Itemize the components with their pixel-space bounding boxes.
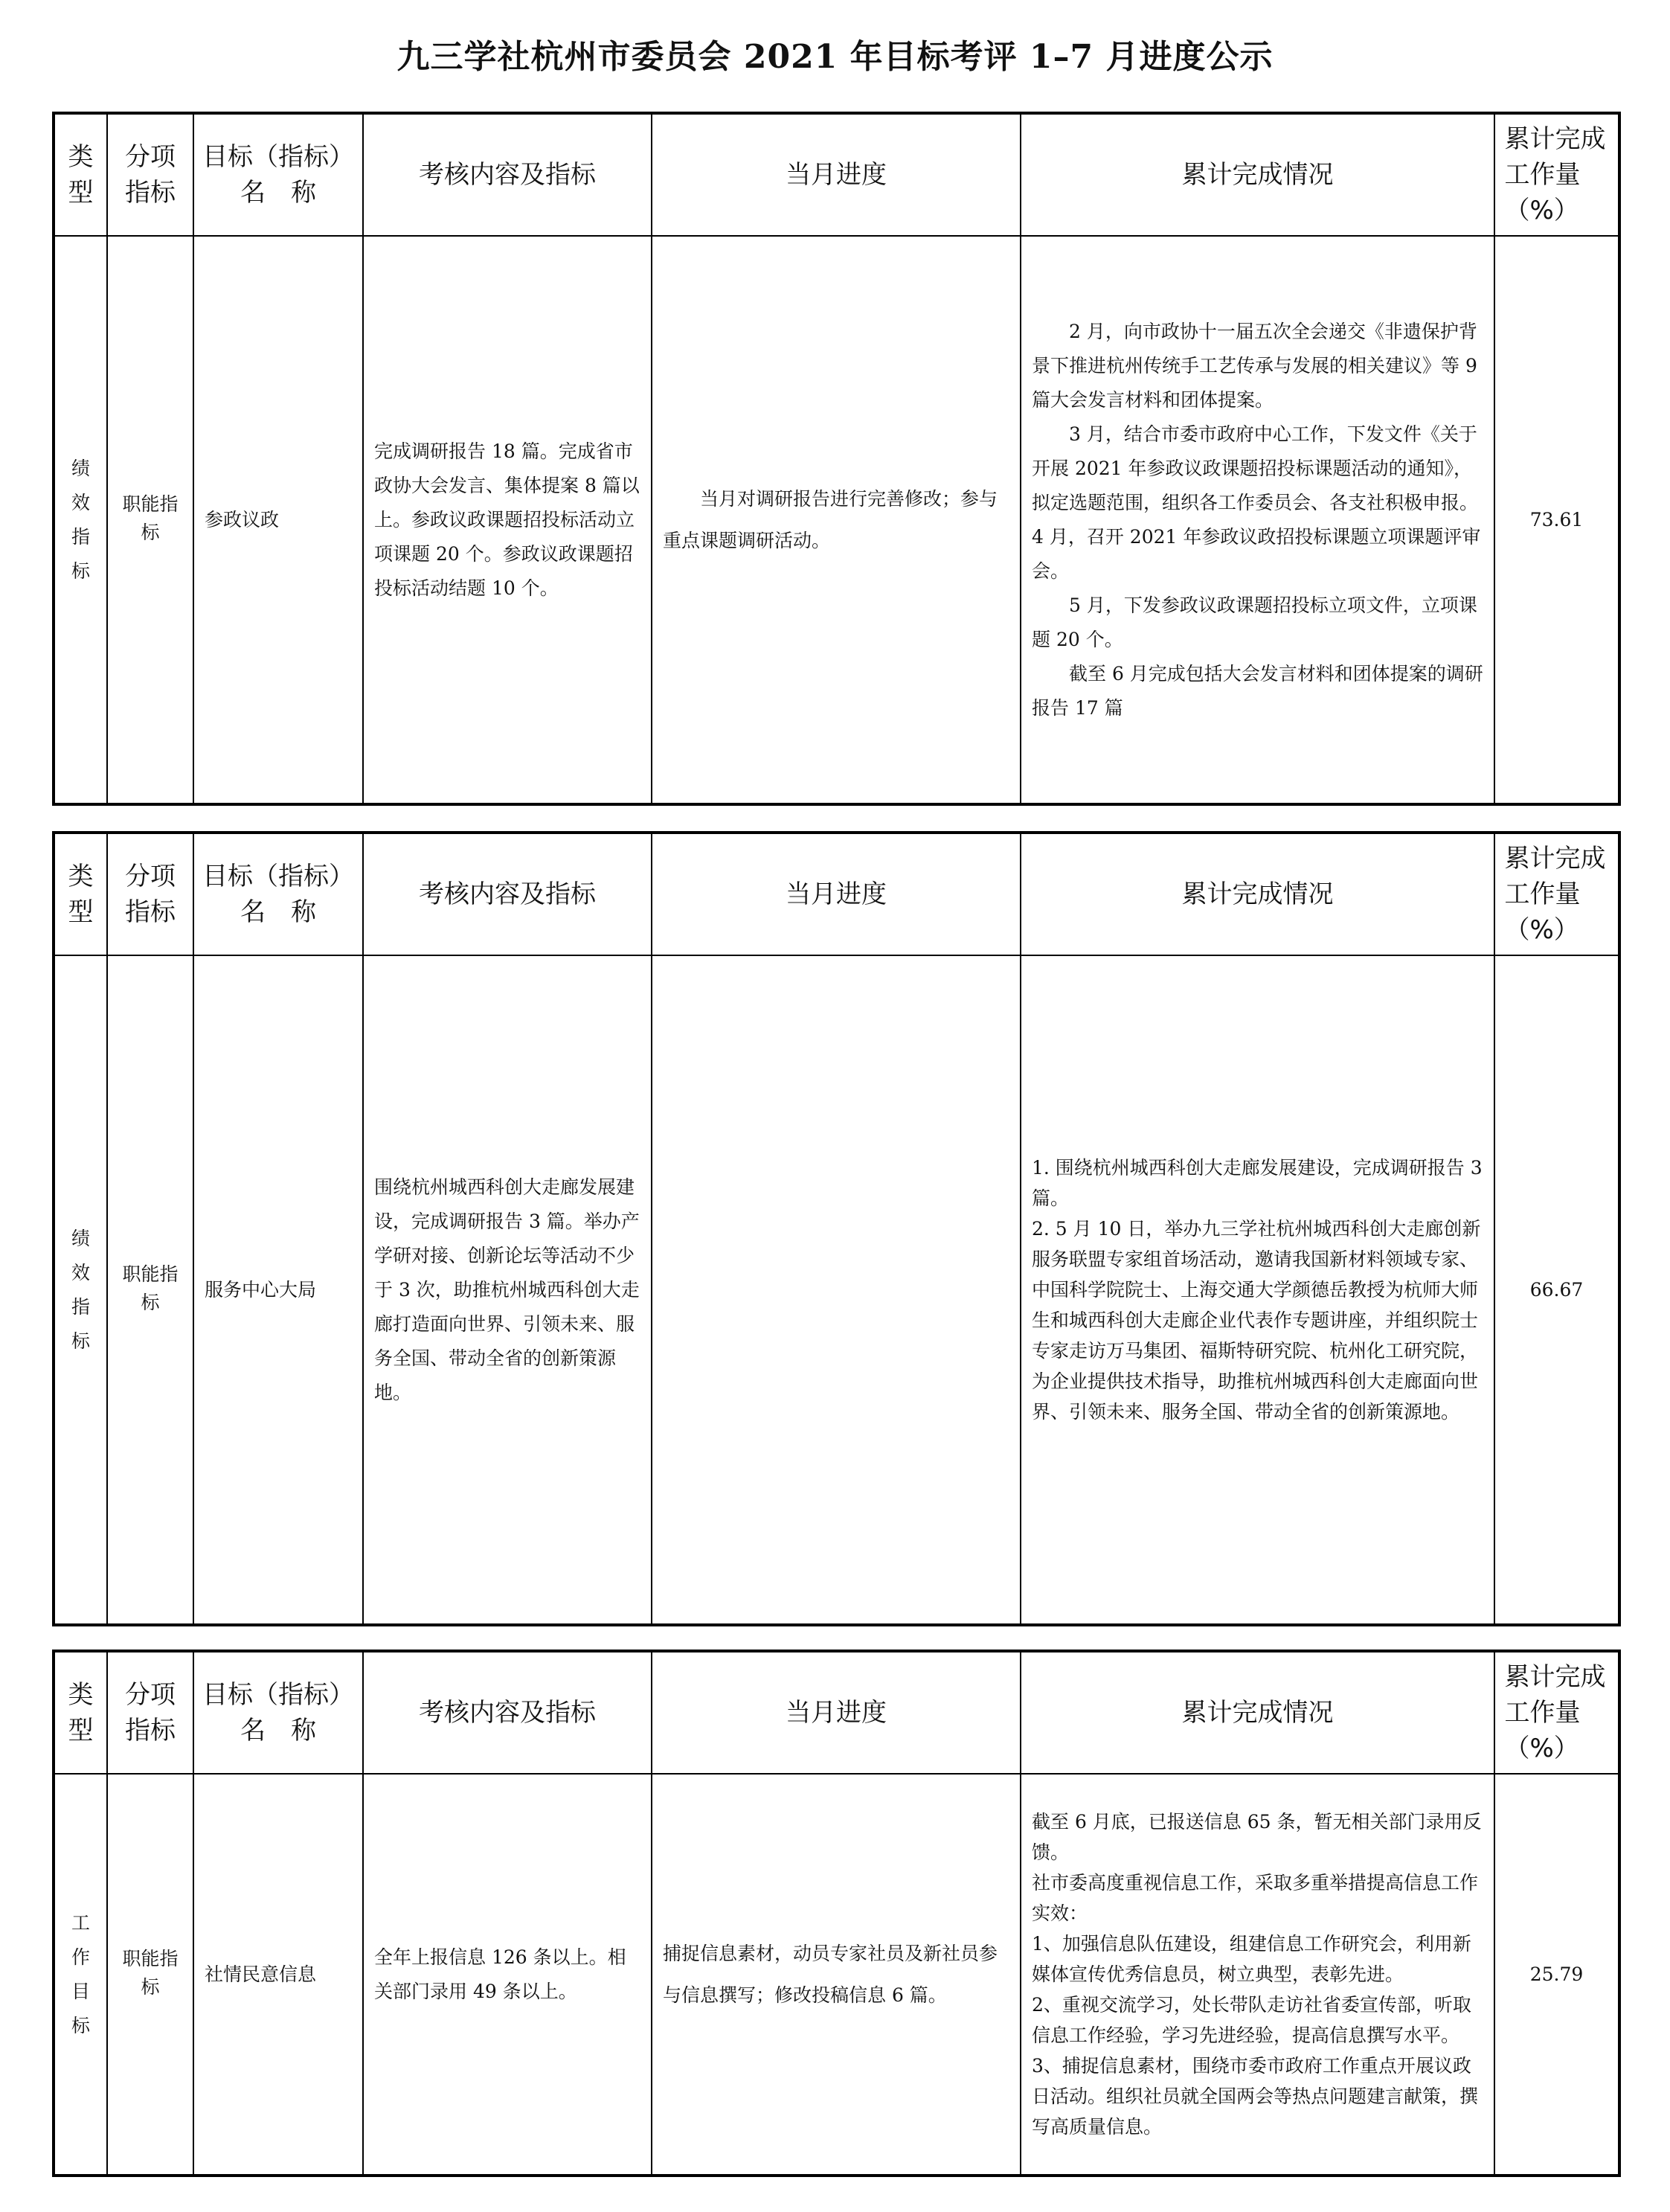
- header-type: 类型: [68, 1680, 94, 1745]
- cumulative-cell: [1021, 1774, 1494, 2176]
- header-content: 考核内容及指标: [363, 113, 652, 236]
- table-header-row: [54, 113, 1619, 236]
- header-content: 考核内容及指标: [363, 833, 652, 955]
- header-target-name: 目标（指标）名 称: [202, 142, 354, 208]
- cumulative-paragraph: 1. 围绕杭州城西科创大走廊发展建设，完成调研报告 3 篇。: [1032, 1157, 1483, 1209]
- content-cell: 围绕杭州城西科创大走廊发展建设，完成调研报告 3 篇。举办产学研对接、创新论坛等活动不少于 3 次，助推杭州城西科创大走廊打造面向世界、引领未来、服务全国、带动全省的创新策源地。: [363, 955, 652, 1625]
- table-row: [54, 955, 1619, 1625]
- header-month-progress: 当月进度: [652, 1651, 1021, 1774]
- header-percent: 累计完成工作量（%）: [1504, 124, 1606, 225]
- header-sub-indicator: 分项指标: [125, 862, 176, 927]
- header-month-progress: 当月进度: [652, 113, 1021, 236]
- target-name-cell: 社情民意信息: [193, 1774, 363, 2176]
- sub-indicator-cell: 职能指标: [122, 1263, 179, 1313]
- table-row: [54, 236, 1619, 804]
- header-sub-indicator: 分项指标: [125, 142, 176, 208]
- header-target-name: 目标（指标）名 称: [202, 862, 354, 927]
- header-month-progress: 当月进度: [652, 833, 1021, 955]
- percent-cell: 66.67: [1494, 955, 1619, 1625]
- table-header-row: [54, 833, 1619, 955]
- cumulative-cell: [1021, 955, 1494, 1625]
- cumulative-paragraph: 截至 6 月完成包括大会发言材料和团体提案的调研报告 17 篇: [1032, 662, 1483, 719]
- month-progress-cell: 捕捉信息素材，动员专家社员及新社员参与信息撰写；修改投稿信息 6 篇。: [652, 1774, 1021, 2176]
- cumulative-paragraph: 社市委高度重视信息工作，采取多重举措提高信息工作实效：: [1032, 1872, 1479, 1924]
- table-header-row: [54, 1651, 1619, 1774]
- header-cumulative: 累计完成情况: [1021, 113, 1494, 236]
- cumulative-paragraph: 2 月，向市政协十一届五次全会递交《非遗保护背景下推进杭州传统手工艺传承与发展的相关建议》等 9 篇大会发言材料和团体提案。: [1032, 320, 1477, 411]
- target-name-cell: 参政议政: [193, 236, 363, 804]
- header-content: 考核内容及指标: [363, 1651, 652, 1774]
- cumulative-paragraph: 5 月，下发参政议政课题招投标立项文件，立项课题 20 个。: [1032, 594, 1477, 650]
- month-progress-cell: [652, 955, 1021, 1625]
- header-percent: 累计完成工作量（%）: [1504, 1662, 1606, 1763]
- type-cell: 工作目标: [71, 1911, 90, 2036]
- header-sub-indicator: 分项指标: [125, 1680, 176, 1745]
- cumulative-paragraph: 3、捕捉信息素材，围绕市委市政府工作重点开展议政日活动。组织社员就全国两会等热点问题建言献策，撰写高质量信息。: [1032, 2055, 1479, 2138]
- percent-cell: 25.79: [1494, 1774, 1619, 2176]
- cumulative-paragraph: 3 月，结合市委市政府中心工作，下发文件《关于开展 2021 年参政议政课题招投标课题活动的通知》，拟定选题范围，组织各工作委员会、各支社积极申报。4 月，召开 2021 年参政议政招投标课题立项课题评审会。: [1032, 423, 1481, 582]
- content-cell: 完成调研报告 18 篇。完成省市政协大会发言、集体提案 8 篇以上。参政议政课题招投标活动立项课题 20 个。参政议政课题招投标活动结题 10 个。: [363, 236, 652, 804]
- cumulative-paragraph: 1、加强信息队伍建设，组建信息工作研究会，利用新媒体宣传优秀信息员，树立典型，表彰先进。: [1032, 1933, 1471, 1985]
- progress-table-2: [52, 831, 1621, 1626]
- percent-cell: 73.61: [1494, 236, 1619, 804]
- progress-table-1: [52, 112, 1621, 806]
- header-cumulative: 累计完成情况: [1021, 833, 1494, 955]
- sub-indicator-cell: 职能指标: [122, 493, 179, 543]
- cumulative-paragraph: 2. 5 月 10 日，举办九三学社杭州城西科创大走廊创新服务联盟专家组首场活动，邀请我国新材料领域专家、中国科学院院士、上海交通大学颜德岳教授为杭师大师生和城西科创大走廊企业代表作专题讲座，并组织院士专家走访万马集团、福斯特研究院、杭州化工研究院，为企业提供技术指导，助推杭州城西科创大走廊面向世界、引领未来、服务全国、带动全省的创新策源地。: [1032, 1218, 1481, 1423]
- month-progress-text: 当月对调研报告进行完善修改；参与重点课题调研活动。: [663, 487, 998, 551]
- header-type: 类型: [68, 142, 94, 208]
- cumulative-paragraph: 2、重视交流学习，处长带队走访社省委宣传部，听取信息工作经验，学习先进经验，提高信息撰写水平。: [1032, 1994, 1471, 2046]
- header-percent: 累计完成工作量（%）: [1504, 844, 1606, 945]
- content-cell: 全年上报信息 126 条以上。相关部门录用 49 条以上。: [363, 1774, 652, 2176]
- target-name-cell: 服务中心大局: [193, 955, 363, 1625]
- header-cumulative: 累计完成情况: [1021, 1651, 1494, 1774]
- cumulative-cell: [1021, 236, 1494, 804]
- page-title: 九三学社杭州市委员会 2021 年目标考评 1–7 月进度公示: [396, 38, 1274, 76]
- cumulative-paragraph: 截至 6 月底，已报送信息 65 条，暂无相关部门录用反馈。: [1032, 1811, 1482, 1863]
- type-cell: 绩效指标: [71, 1227, 90, 1352]
- month-progress-cell: [652, 236, 1021, 804]
- header-target-name: 目标（指标）名 称: [202, 1680, 354, 1745]
- header-type: 类型: [68, 862, 94, 927]
- sub-indicator-cell: 职能指标: [122, 1947, 179, 1998]
- progress-table-3: [52, 1650, 1621, 2177]
- table-row: [54, 1774, 1619, 2176]
- type-cell: 绩效指标: [71, 457, 90, 582]
